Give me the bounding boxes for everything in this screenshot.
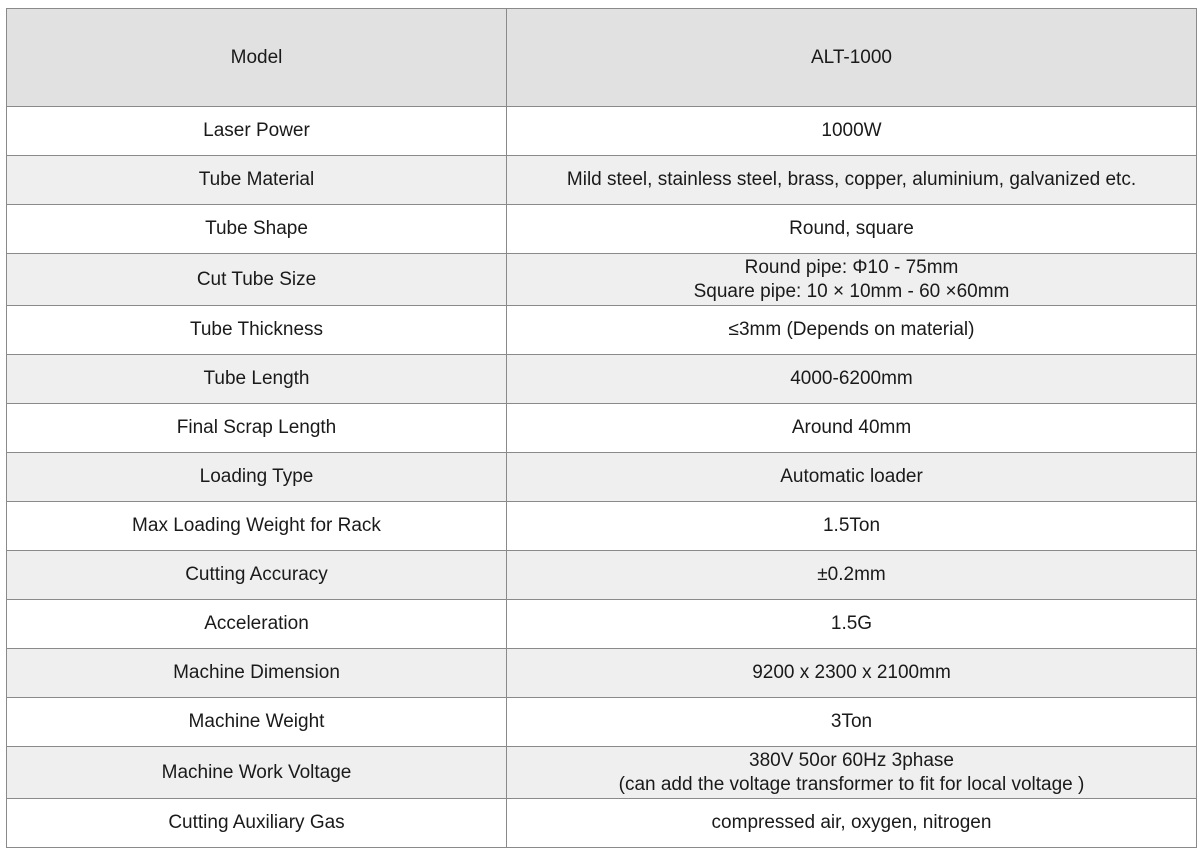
spec-value-line: ≤3mm (Depends on material): [728, 319, 975, 340]
spec-value-line: 9200 x 2300 x 2100mm: [752, 662, 951, 683]
table-row: [7, 698, 1197, 747]
spec-value-cell: [507, 799, 1197, 848]
spec-value-line: 1000W: [821, 120, 882, 141]
spec-label-cell: Laser Power: [7, 107, 507, 156]
table-row: [7, 453, 1197, 502]
spec-value-cell: [507, 502, 1197, 551]
spec-label-cell: Cut Tube Size: [7, 254, 507, 306]
table-row: [7, 107, 1197, 156]
table-row: [7, 306, 1197, 355]
spec-label-cell: Cutting Accuracy: [7, 551, 507, 600]
spec-value-line: Round, square: [789, 218, 914, 239]
table-row: [7, 156, 1197, 205]
header-label-cell: Model: [7, 9, 507, 107]
spec-label-cell: Tube Thickness: [7, 306, 507, 355]
spec-value-cell: [507, 649, 1197, 698]
spec-value-line: Square pipe: 10 × 10mm - 60 ×60mm: [693, 280, 1010, 302]
spec-value-cell: [507, 306, 1197, 355]
spec-value-line: Around 40mm: [791, 417, 912, 438]
table-row: [7, 600, 1197, 649]
table-row: [7, 205, 1197, 254]
spec-value-cell: [507, 156, 1197, 205]
spec-table: [6, 8, 1197, 848]
spec-value-line: Mild steel, stainless steel, brass, copper, aluminium, galvanized etc.: [566, 169, 1137, 190]
spec-value-line: 3Ton: [830, 711, 873, 732]
table-row: [7, 799, 1197, 848]
spec-value-cell: [507, 355, 1197, 404]
spec-value-cell: [507, 404, 1197, 453]
spec-table-body: [7, 9, 1197, 848]
table-row: [7, 649, 1197, 698]
table-row: [7, 551, 1197, 600]
spec-value-line: ±0.2mm: [817, 564, 886, 585]
spec-value-cell: [507, 453, 1197, 502]
spec-value-line: compressed air, oxygen, nitrogen: [711, 812, 992, 833]
spec-label-cell: Machine Dimension: [7, 649, 507, 698]
spec-value-cell: [507, 698, 1197, 747]
spec-value-cell: [507, 600, 1197, 649]
table-row: [7, 254, 1197, 306]
spec-label-cell: Final Scrap Length: [7, 404, 507, 453]
table-row: [7, 747, 1197, 799]
spec-label-cell: Acceleration: [7, 600, 507, 649]
spec-label-cell: Loading Type: [7, 453, 507, 502]
spec-value-line: Round pipe: Φ10 - 75mm: [744, 256, 959, 278]
spec-label-cell: Tube Material: [7, 156, 507, 205]
spec-label-cell: Machine Weight: [7, 698, 507, 747]
table-row: [7, 355, 1197, 404]
spec-value-line: 1.5Ton: [822, 515, 881, 536]
table-row: [7, 502, 1197, 551]
table-row: [7, 404, 1197, 453]
spec-value-cell: [507, 254, 1197, 306]
spec-value-line: 4000-6200mm: [790, 368, 913, 389]
table-header-row: [7, 9, 1197, 107]
spec-value-cell: [507, 107, 1197, 156]
spec-value-line: Automatic loader: [780, 466, 923, 487]
spec-value-cell: [507, 551, 1197, 600]
spec-value-cell: [507, 747, 1197, 799]
spec-value-line: 380V 50or 60Hz 3phase: [749, 749, 954, 771]
header-value-cell: ALT-1000: [507, 9, 1197, 107]
spec-label-cell: Tube Shape: [7, 205, 507, 254]
spec-value-line: 1.5G: [830, 613, 873, 634]
spec-label-cell: Cutting Auxiliary Gas: [7, 799, 507, 848]
spec-label-cell: Machine Work Voltage: [7, 747, 507, 799]
spec-label-cell: Max Loading Weight for Rack: [7, 502, 507, 551]
spec-value-line: (can add the voltage transformer to fit for local voltage ): [618, 773, 1085, 795]
spec-value-cell: [507, 205, 1197, 254]
spec-label-cell: Tube Length: [7, 355, 507, 404]
